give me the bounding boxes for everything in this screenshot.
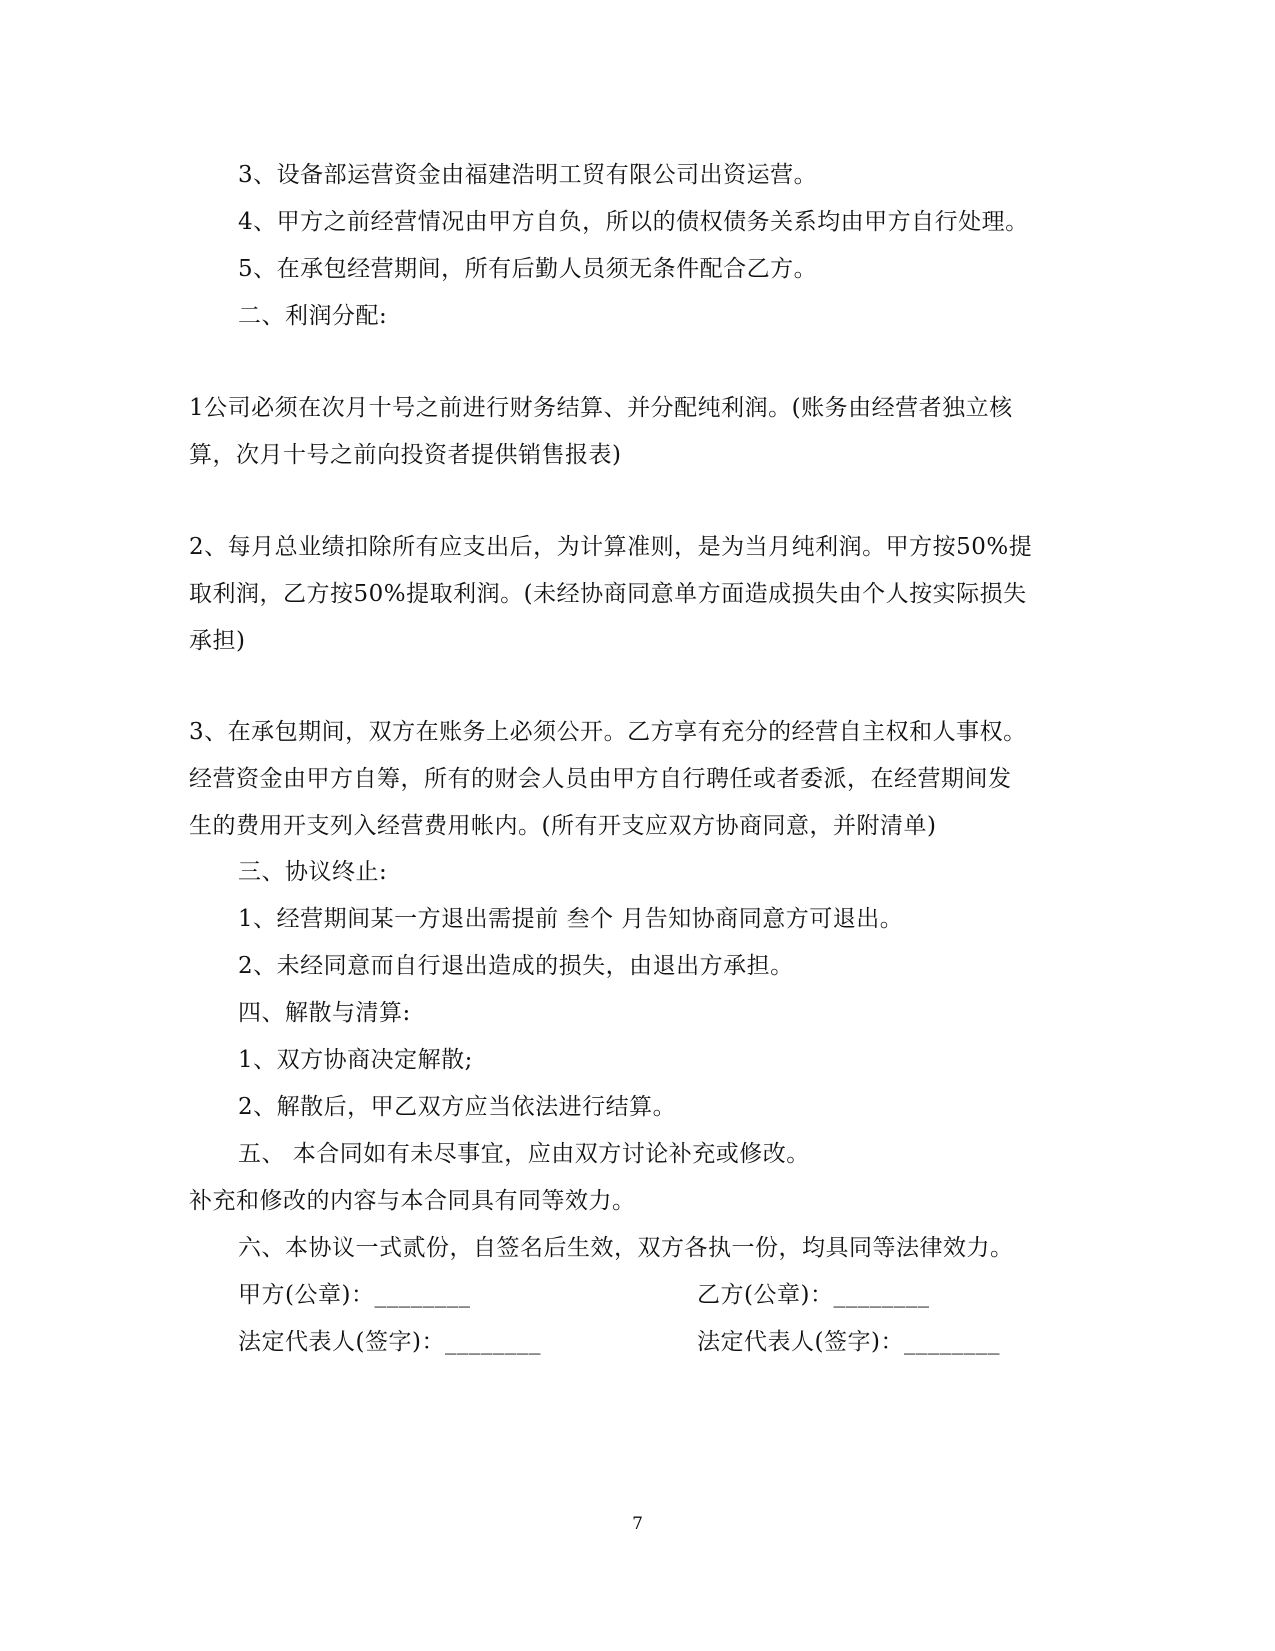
clause-2-3-line-2: 经营资金由甲方自筹，所有的财会人员由甲方自行聘任或者委派，在经营期间发 xyxy=(189,766,1012,792)
section-4-heading: 四、解散与清算: xyxy=(238,1000,411,1026)
clause-2-2-line-2: 取利润，乙方按50%提取利润。(未经协商同意单方面造成损失由个人按实际损失 xyxy=(189,581,1027,607)
clause-1-5: 5、在承包经营期间，所有后勤人员须无条件配合乙方。 xyxy=(238,256,818,282)
party-b-seal-field: 乙方(公章)：________ xyxy=(697,1282,930,1308)
section-6-text: 六、本协议一式贰份，自签名后生效，双方各执一份，均具同等法律效力。 xyxy=(238,1235,1014,1261)
party-a-seal-field: 甲方(公章)：________ xyxy=(238,1282,471,1308)
clause-2-1-line-1: 1公司必须在次月十号之前进行财务结算、并分配纯利润。(账务由经营者独立核 xyxy=(189,395,1013,421)
page-number: 7 xyxy=(632,1514,643,1534)
section-2-heading: 二、利润分配: xyxy=(238,303,388,329)
section-3-heading: 三、协议终止: xyxy=(238,859,388,885)
party-b-representative-field: 法定代表人(签字)：________ xyxy=(697,1329,1000,1355)
clause-1-3: 3、设备部运营资金由福建浩明工贸有限公司出资运营。 xyxy=(238,162,818,188)
clause-2-2-line-3: 承担) xyxy=(189,628,246,654)
clause-2-3-line-1: 3、在承包期间，双方在账务上必须公开。乙方享有充分的经营自主权和人事权。 xyxy=(189,719,1027,745)
clause-4-2: 2、解散后，甲乙双方应当依法进行结算。 xyxy=(238,1094,677,1120)
section-5-line-2: 补充和修改的内容与本合同具有同等效力。 xyxy=(189,1188,636,1214)
clause-2-3-line-3: 生的费用开支列入经营费用帐内。(所有开支应双方协商同意，并附清单) xyxy=(189,813,937,839)
clause-3-2: 2、未经同意而自行退出造成的损失，由退出方承担。 xyxy=(238,953,794,979)
clause-2-1-line-2: 算，次月十号之前向投资者提供销售报表) xyxy=(189,442,622,468)
section-5-line-1: 五、 本合同如有未尽事宜，应由双方讨论补充或修改。 xyxy=(238,1141,810,1167)
clause-3-1: 1、经营期间某一方退出需提前 叁个 月告知协商同意方可退出。 xyxy=(238,906,904,932)
clause-4-1: 1、双方协商决定解散; xyxy=(238,1047,473,1073)
party-a-representative-field: 法定代表人(签字)：________ xyxy=(238,1329,541,1355)
clause-2-2-line-1: 2、每月总业绩扣除所有应支出后，为计算准则，是为当月纯利润。甲方按50%提 xyxy=(189,534,1033,560)
clause-1-4: 4、甲方之前经营情况由甲方自负，所以的债权债务关系均由甲方自行处理。 xyxy=(238,209,1029,235)
